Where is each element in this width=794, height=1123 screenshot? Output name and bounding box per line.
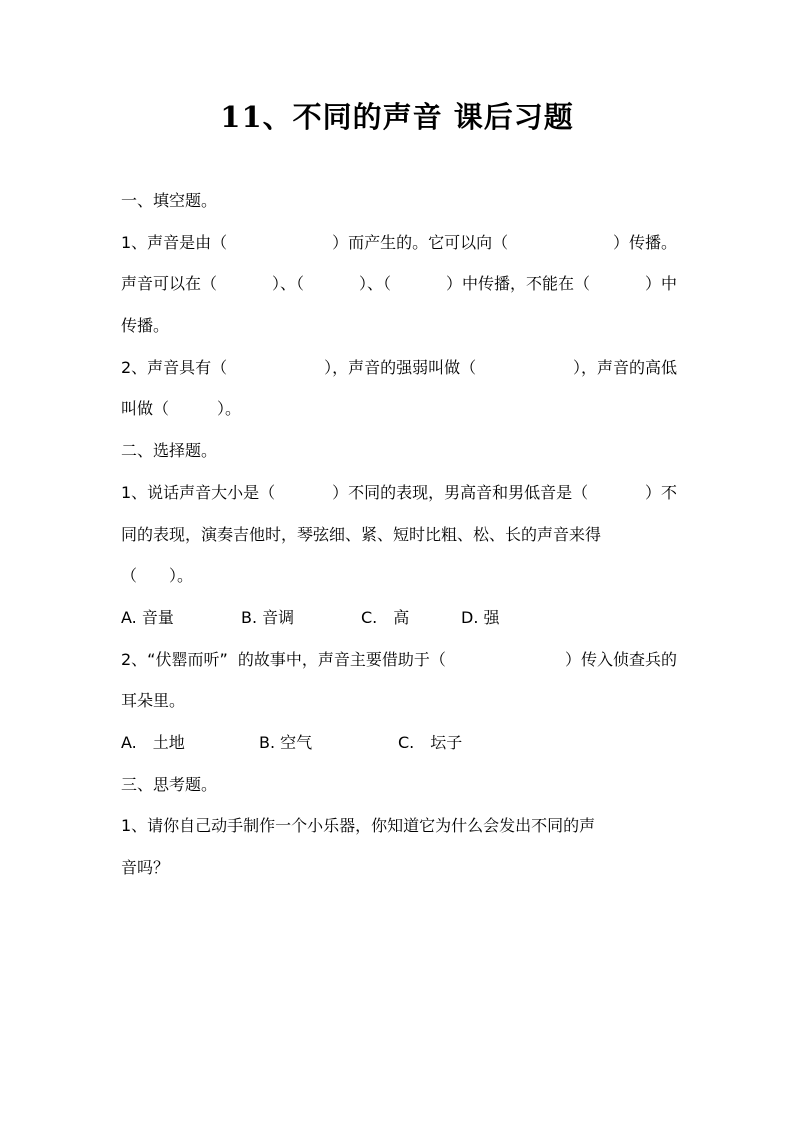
text-segment: ），声音的高低	[572, 357, 677, 377]
heading-text: 三、思考题。	[121, 774, 218, 794]
text-segment: ），声音的强弱叫做（	[324, 357, 477, 377]
choice-question-2-line-1	[121, 639, 677, 681]
thinking-question-1-line-1	[121, 805, 677, 847]
text-segment: ）、（	[271, 274, 304, 294]
option-a: A. 音量	[121, 607, 174, 627]
option-c: C. 高	[361, 607, 410, 627]
text-segment: 1、声音是由（	[121, 232, 228, 252]
worksheet-body	[121, 180, 677, 889]
text-segment: 叫做（ ）。	[121, 399, 242, 419]
text-segment: 同的表现，演奏吉他时，琴弦细、紧、短时比粗、松、长的声音来得	[121, 524, 602, 544]
option-a: A. 土地	[121, 732, 185, 752]
heading-text: 二、选择题。	[121, 441, 218, 461]
text-segment: 1、说话声音大小是（	[121, 482, 276, 502]
fill-question-1-line-1	[121, 222, 677, 264]
fill-question-2-line-2	[121, 388, 677, 430]
section-heading-thinking	[121, 764, 677, 806]
text-segment: ）、（	[358, 274, 391, 294]
text-segment: （ ）。	[121, 566, 194, 586]
text-segment: 声音可以在（	[121, 274, 218, 294]
text-segment: ）传播。	[612, 232, 677, 252]
text-segment: 音吗？	[121, 858, 170, 877]
text-segment: 耳朵里。	[121, 691, 186, 711]
text-segment: 传播。	[121, 316, 170, 336]
text-segment: ）中	[644, 274, 677, 294]
fill-question-1-line-2	[121, 263, 677, 305]
fill-question-2-line-1	[121, 347, 677, 389]
text-segment: ）而产生的。它可以向（	[332, 232, 509, 252]
heading-text: 一、填空题。	[121, 191, 218, 210]
choice-question-1-line-1	[121, 472, 677, 514]
section-heading-fill-blank	[121, 180, 677, 222]
choice-question-2-line-2	[121, 680, 677, 722]
choice-question-1-options	[121, 597, 677, 639]
option-b: B. 音调	[241, 607, 295, 627]
fill-question-1-line-3	[121, 305, 677, 347]
choice-question-1-line-3	[121, 555, 677, 597]
text-segment: ）不同的表现，男高音和男低音是（	[332, 482, 589, 502]
choice-question-2-options	[121, 722, 677, 764]
text-segment: 2、声音具有（	[121, 357, 228, 377]
text-segment: 2、“伏罂而听” 的故事中，声音主要借助于（	[121, 649, 446, 669]
thinking-question-1-line-2	[121, 847, 677, 889]
option-b: B. 空气	[259, 732, 313, 752]
text-segment: ）中传播，不能在（	[445, 274, 590, 294]
option-d: D. 强	[461, 607, 500, 627]
choice-question-1-line-2	[121, 514, 677, 556]
text-segment: ）不	[644, 482, 677, 502]
option-c: C. 坛子	[398, 732, 463, 752]
text-segment: 1、请你自己动手制作一个小乐器，你知道它为什么会发出不同的声	[121, 816, 596, 836]
text-segment: ）传入侦查兵的	[564, 649, 677, 669]
section-heading-multiple-choice	[121, 430, 677, 472]
page-title: 11、不同的声音 课后习题	[220, 100, 574, 134]
